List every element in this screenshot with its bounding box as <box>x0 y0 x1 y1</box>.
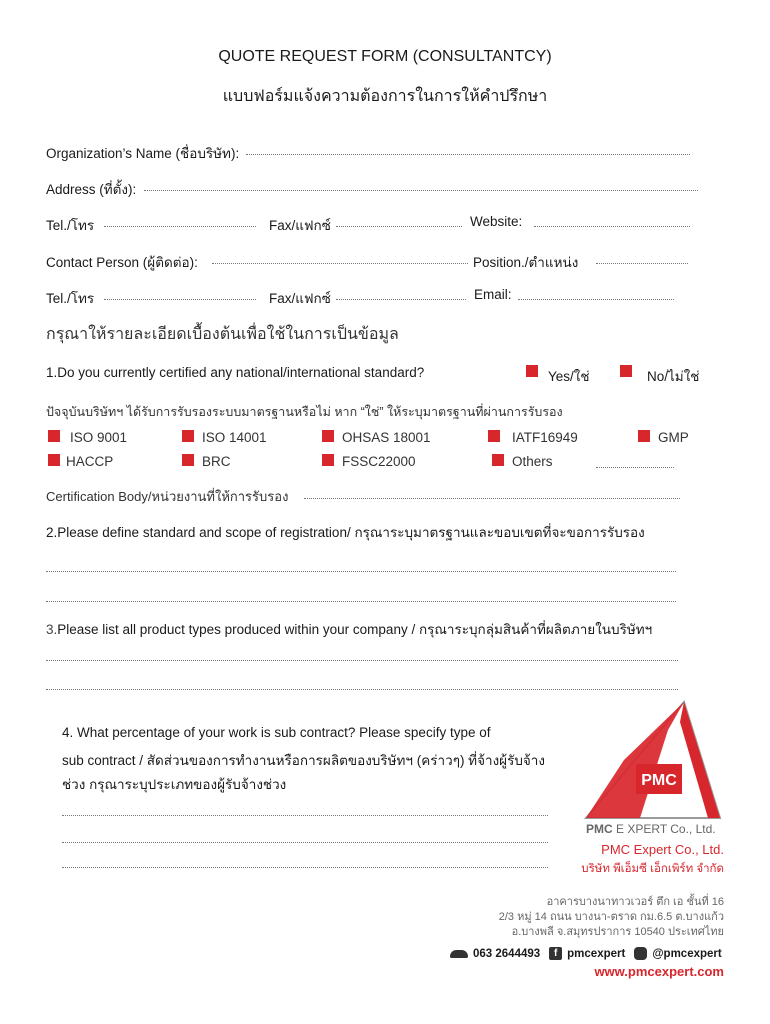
q4-answer-line-2[interactable] <box>62 842 548 843</box>
no-checkbox[interactable] <box>620 365 632 377</box>
iso14001-label: ISO 14001 <box>202 430 267 445</box>
q1-question: 1.Do you currently certified any national/international standard? <box>46 365 425 380</box>
tel-field[interactable] <box>104 226 256 227</box>
logo-badge-text: PMC <box>641 772 677 789</box>
q2-question: 2.Please define standard and scope of registration/ กรุณาระบุมาตรฐานและขอบเขตที่จะขอการรับรอง <box>46 525 645 540</box>
iatf16949-label: IATF16949 <box>512 430 578 445</box>
others-label: Others <box>512 454 553 469</box>
phone-number: 063 2644493 <box>473 947 541 960</box>
org-name-field[interactable] <box>246 154 690 155</box>
fssc22000-label: FSSC22000 <box>342 454 416 469</box>
ohsas18001-label: OHSAS 18001 <box>342 430 431 445</box>
iso9001-checkbox[interactable] <box>48 430 60 442</box>
q3-text: Please list all product types produced within your company / กรุณาระบุกลุ่มสินค้าที่ผลิตภายในบริษัทฯ <box>57 622 653 637</box>
q4-answer-line-1[interactable] <box>62 815 548 816</box>
gmp-checkbox[interactable] <box>638 430 650 442</box>
facebook-handle: pmcexpert <box>567 947 626 960</box>
org-name-label: Organization’s Name (ชื่อบริษัท): <box>46 146 240 161</box>
q4-answer-line-3[interactable] <box>62 867 548 868</box>
no-label: No/ไม่ใช่ <box>647 369 700 384</box>
address-line-1: อาคารบางนาทาวเวอร์ ตึก เอ ชั้นที่ 16 <box>546 896 724 908</box>
position-label: Position./ตำแหน่ง <box>473 255 579 270</box>
website-link[interactable]: www.pmcexpert.com <box>594 964 724 979</box>
q3-number: 3. <box>46 622 58 637</box>
company-name-en: PMC Expert Co., Ltd. <box>601 842 724 857</box>
contact-person-label: Contact Person (ผู้ติดต่อ): <box>46 255 198 270</box>
iso14001-checkbox[interactable] <box>182 430 194 442</box>
fax2-field[interactable] <box>336 299 466 300</box>
ohsas18001-checkbox[interactable] <box>322 430 334 442</box>
cert-body-label: Certification Body/หน่วยงานที่ให้การรับรอง <box>46 489 289 504</box>
website-label: Website: <box>470 214 523 229</box>
website-field[interactable] <box>534 226 690 227</box>
email-label: Email: <box>474 287 512 302</box>
form-title-en: QUOTE REQUEST FORM (CONSULTANTCY) <box>218 48 552 65</box>
yes-checkbox[interactable] <box>526 365 538 377</box>
q3-answer-line-1[interactable] <box>46 660 678 661</box>
address-field[interactable] <box>144 190 698 191</box>
section-intro: กรุณาให้รายละเอียดเบื้องต้นเพื่อใช้ในการเป็นข้อมูล <box>46 326 399 343</box>
tel-label: Tel./โทร <box>46 218 95 233</box>
q2-answer-line-1[interactable] <box>46 571 676 572</box>
others-checkbox[interactable] <box>492 454 504 466</box>
fax-field[interactable] <box>336 226 462 227</box>
gmp-label: GMP <box>658 430 689 445</box>
line-handle: @pmcexpert <box>652 947 722 960</box>
email-field[interactable] <box>518 299 674 300</box>
others-field[interactable] <box>596 467 674 468</box>
tel2-label: Tel./โทร <box>46 291 95 306</box>
q4-question-line-3: ช่วง กรุณาระบุประเภทของผู้รับจ้างช่วง <box>62 777 287 792</box>
logo-caption-pmc: PMC <box>586 822 613 836</box>
line-icon <box>634 947 647 960</box>
position-field[interactable] <box>596 263 688 264</box>
address-line-3: อ.บางพลี จ.สมุทรปราการ 10540 ประเทศไทย <box>511 926 724 938</box>
phone-icon <box>450 950 468 958</box>
logo-caption <box>586 822 716 836</box>
brc-checkbox[interactable] <box>182 454 194 466</box>
haccp-label: HACCP <box>66 454 114 469</box>
pmc-expert-logo <box>584 700 724 820</box>
tel2-field[interactable] <box>104 299 256 300</box>
company-name-th: บริษัท พีเอ็มซี เอ็กเพิร์ท จำกัด <box>581 863 724 875</box>
haccp-checkbox[interactable] <box>48 454 60 466</box>
facebook-icon: f <box>549 947 562 960</box>
form-title-th: แบบฟอร์มแจ้งความต้องการในการให้คำปรึกษา <box>222 88 548 105</box>
q4-question-line-1: 4. What percentage of your work is sub contract? Please specify type of <box>62 725 491 740</box>
logo-caption-expert: E XPERT Co., Ltd. <box>616 822 716 836</box>
address-label: Address (ที่ตั้ง): <box>46 182 137 197</box>
q3-question <box>46 618 652 640</box>
iso9001-label: ISO 9001 <box>70 430 128 445</box>
iatf16949-checkbox[interactable] <box>488 430 500 442</box>
fax-label: Fax/แฟกซ์ <box>269 218 331 233</box>
yes-label: Yes/ใช่ <box>548 369 590 384</box>
brc-label: BRC <box>202 454 231 469</box>
fssc22000-checkbox[interactable] <box>322 454 334 466</box>
cert-body-field[interactable] <box>304 498 680 499</box>
contact-row <box>450 947 722 960</box>
q3-answer-line-2[interactable] <box>46 689 678 690</box>
q4-question-line-2: sub contract / สัดส่วนของการทำงานหรือการผลิตของบริษัทฯ (คร่าวๆ) ที่จ้างผู้รับจ้าง <box>62 753 545 768</box>
q2-answer-line-2[interactable] <box>46 601 676 602</box>
contact-person-field[interactable] <box>212 263 468 264</box>
address-line-2: 2/3 หมู่ 14 ถนน บางนา-ตราด กม.6.5 ต.บางแก้ว <box>498 911 724 923</box>
fax2-label: Fax/แฟกซ์ <box>269 291 331 306</box>
q1-subtext: ปัจจุบันบริษัทฯ ได้รับการรับรองระบบมาตรฐานหรือไม่ หาก “ใช่” ให้ระบุมาตรฐานที่ผ่านการรับรอง <box>46 405 563 419</box>
